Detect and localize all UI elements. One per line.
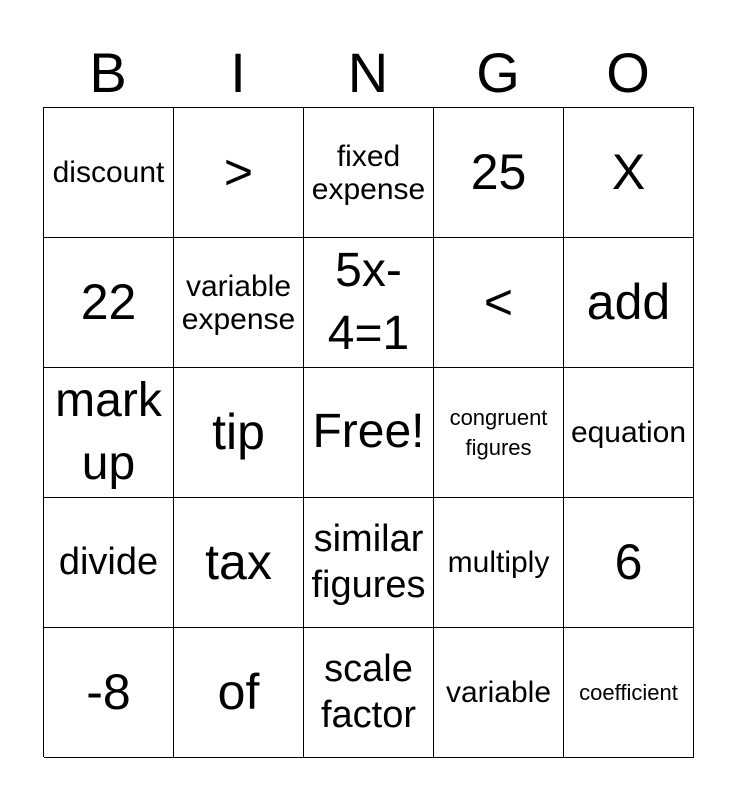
bingo-cell[interactable] bbox=[44, 368, 174, 498]
cell-text: multiply bbox=[447, 546, 550, 579]
cell-text: > bbox=[223, 144, 254, 200]
cell-text: variable bbox=[445, 676, 552, 709]
bingo-cell[interactable] bbox=[304, 238, 434, 368]
bingo-cell[interactable] bbox=[304, 628, 434, 758]
header-letter-b: B bbox=[89, 41, 127, 104]
bingo-cell[interactable] bbox=[434, 368, 564, 498]
cell-text: similar figures bbox=[311, 517, 426, 606]
bingo-cell[interactable] bbox=[564, 368, 694, 498]
cell-text: < bbox=[483, 274, 514, 330]
cell-text: congruent figures bbox=[449, 404, 548, 460]
cell-text: fixed expense bbox=[311, 139, 426, 206]
bingo-cell[interactable] bbox=[174, 238, 304, 368]
bingo-cell[interactable] bbox=[304, 108, 434, 238]
cell-text: -8 bbox=[86, 664, 131, 720]
bingo-cell[interactable] bbox=[174, 498, 304, 628]
bingo-cell[interactable] bbox=[434, 498, 564, 628]
cell-text: of bbox=[217, 664, 260, 720]
cell-text: 22 bbox=[80, 274, 137, 330]
cell-text: tip bbox=[212, 404, 265, 460]
bingo-cell[interactable] bbox=[304, 498, 434, 628]
bingo-cell[interactable] bbox=[564, 628, 694, 758]
bingo-cell[interactable] bbox=[44, 628, 174, 758]
bingo-cell[interactable] bbox=[434, 238, 564, 368]
bingo-board bbox=[43, 107, 694, 757]
bingo-cell[interactable] bbox=[174, 368, 304, 498]
cell-text: scale factor bbox=[320, 647, 417, 736]
bingo-cell[interactable] bbox=[434, 628, 564, 758]
bingo-free-cell[interactable] bbox=[304, 368, 434, 498]
header-letter-g: G bbox=[476, 41, 520, 104]
bingo-cell[interactable] bbox=[44, 108, 174, 238]
cell-text: 6 bbox=[614, 534, 643, 590]
cell-text: Free! bbox=[312, 405, 425, 459]
cell-text: mark up bbox=[55, 374, 162, 490]
cell-text: tax bbox=[205, 534, 272, 590]
bingo-cell[interactable] bbox=[564, 238, 694, 368]
cell-text: equation bbox=[570, 416, 687, 449]
cell-text: add bbox=[586, 274, 671, 330]
cell-text: 5x-4=1 bbox=[327, 244, 410, 360]
bingo-cell[interactable] bbox=[434, 108, 564, 238]
cell-text: divide bbox=[58, 540, 159, 583]
bingo-header bbox=[43, 38, 693, 108]
bingo-cell[interactable] bbox=[564, 108, 694, 238]
bingo-cell[interactable] bbox=[174, 108, 304, 238]
cell-text: variable expense bbox=[181, 269, 296, 336]
header-letter-i: I bbox=[230, 41, 246, 104]
bingo-cell[interactable] bbox=[44, 238, 174, 368]
bingo-cell[interactable] bbox=[564, 498, 694, 628]
cell-text: 25 bbox=[470, 144, 527, 200]
header-letter-n: N bbox=[347, 41, 389, 104]
cell-text: coefficient bbox=[579, 679, 678, 705]
cell-text: discount bbox=[52, 156, 165, 189]
cell-text: X bbox=[611, 144, 646, 200]
bingo-cell[interactable] bbox=[44, 498, 174, 628]
bingo-cell[interactable] bbox=[174, 628, 304, 758]
header-letter-o: O bbox=[606, 41, 650, 104]
